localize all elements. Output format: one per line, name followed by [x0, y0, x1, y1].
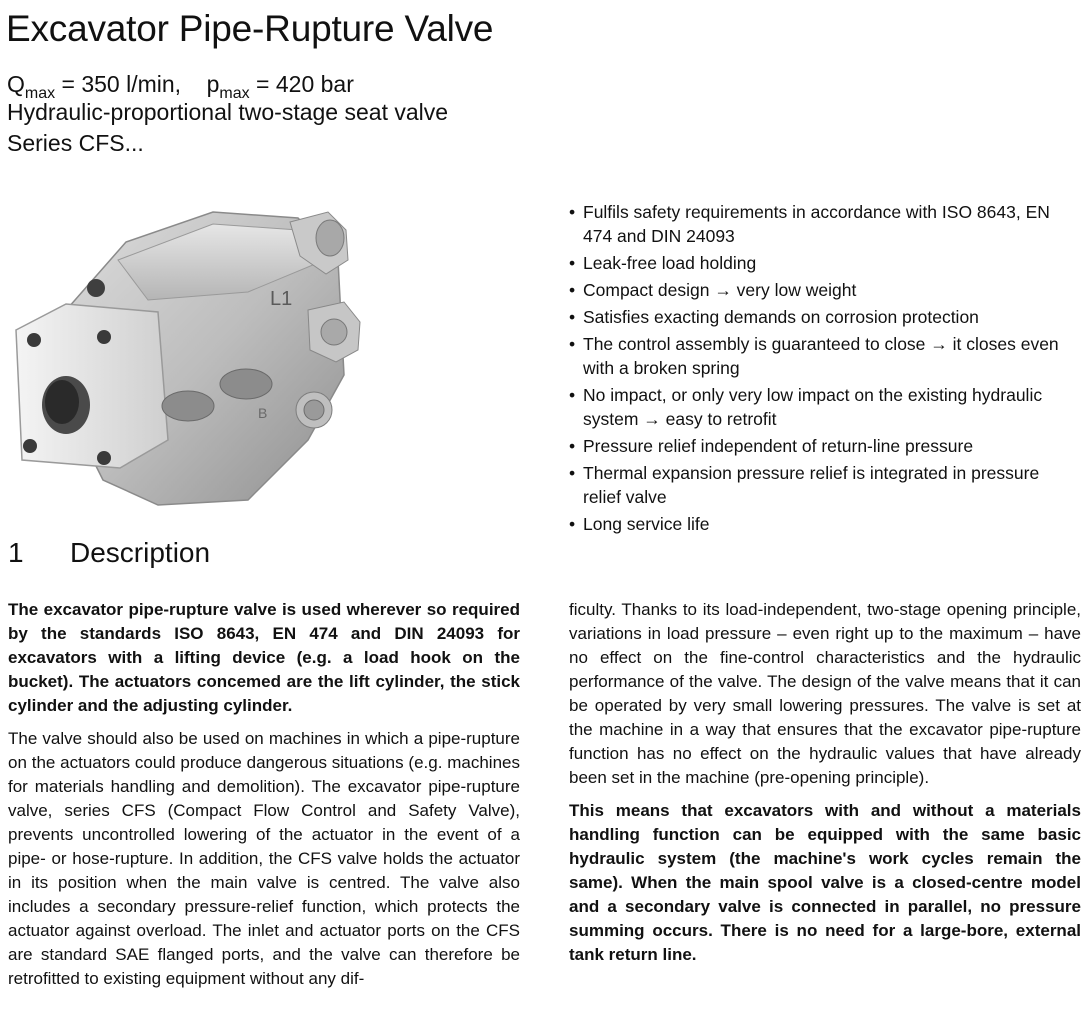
- valve-illustration: [8, 200, 378, 520]
- section-title: Description: [70, 537, 211, 568]
- feature-item: • Compact design → very low weight: [567, 278, 1077, 302]
- spec-line: [7, 70, 354, 102]
- port-label-l1: L1: [270, 288, 293, 310]
- feature-list: [567, 200, 1077, 539]
- description-paragraph: The valve should also be used on machines in which a pipe-rupture on the actuators could produce dangerous situations (e.g. machines for materials handling and demolition). The excavator pipe-rupture valve, series CFS (Compact Flow Control and Safety Valve), prevents uncontrolled lowering of the actuator in the event of a pipe- or hose-rupture. In addition, the CFS valve holds the actuator in its position when the main valve is centred. The valve also includes a secondary pressure-relief function, which protects the actuator against overload. The inlet and actuator ports on the CFS are standard SAE flanged ports, and the valve can therefore be retrofitted to existing equipment without any dif-: [8, 729, 520, 988]
- description-paragraph: The excavator pipe-rupture valve is used wherever so required by the standards ISO 8643, EN 474 and DIN 24093 for excavators with a lifting device (e.g. a load hook on the bucket). The actuators concemed are the lift cylinder, the stick cylinder and the adjusting cylinder.: [8, 600, 520, 715]
- feature-item: • The control assembly is guaranteed to close → it closes even with a broken spring: [567, 332, 1077, 380]
- flange-plate: [16, 304, 168, 468]
- subtitle-line: Hydraulic-proportional two-stage seat valve: [7, 99, 449, 125]
- feature-item: • Long service life: [567, 512, 1077, 536]
- feature-item: • Fulfils safety requirements in accordance with ISO 8643, EN 474 and DIN 24093: [567, 200, 1077, 248]
- description-paragraph: This means that excavators with and without a materials handling function can be equipped with the same basic hydraulic system (the machine's work cycles remain the same). When the main spool valve is a closed-centre model and a secondary valve is connected in parallel, no pressure summing occurs. There is no need for a large-bore, external tank return line.: [569, 801, 1081, 964]
- feature-item: • No impact, or only very low impact on the existing hydraulic system → easy to retrofit: [567, 383, 1077, 431]
- flow-subscript: max: [24, 85, 56, 102]
- section-heading: [8, 537, 210, 569]
- feature-item: • Leak-free load holding: [567, 251, 1077, 275]
- description-left-column: [8, 598, 520, 1000]
- page-title: Excavator Pipe-Rupture Valve: [6, 8, 494, 49]
- feature-item: • Thermal expansion pressure relief is integrated in pressure relief valve: [567, 461, 1077, 509]
- flow-symbol: Q: [7, 71, 25, 97]
- section-number: 1: [8, 537, 24, 568]
- flow-value: = 350 l/min,: [61, 71, 182, 97]
- port-label-b: B: [258, 405, 268, 421]
- feature-item: • Pressure relief independent of return-line pressure: [567, 434, 1077, 458]
- feature-item: • Satisfies exacting demands on corrosion protection: [567, 305, 1077, 329]
- series-line: Series CFS...: [7, 130, 144, 156]
- description-right-column: [569, 598, 1081, 976]
- description-paragraph: ficulty. Thanks to its load-independent, two-stage opening principle, variations in load pressure – even right up to the maximum – have no effect on the fine-control characteristics and the hydraulic performance of the valve. The design of the valve means that it can be operated by very small lowering pressures. The valve is set at the machine in a way that ensures that the excavator pipe-rupture function has no effect on the hydraulic values that have already been set in the machine (pre-opening principle).: [569, 600, 1081, 787]
- pressure-subscript: max: [219, 85, 250, 102]
- pressure-symbol: p: [206, 71, 220, 97]
- pressure-value: = 420 bar: [256, 71, 354, 97]
